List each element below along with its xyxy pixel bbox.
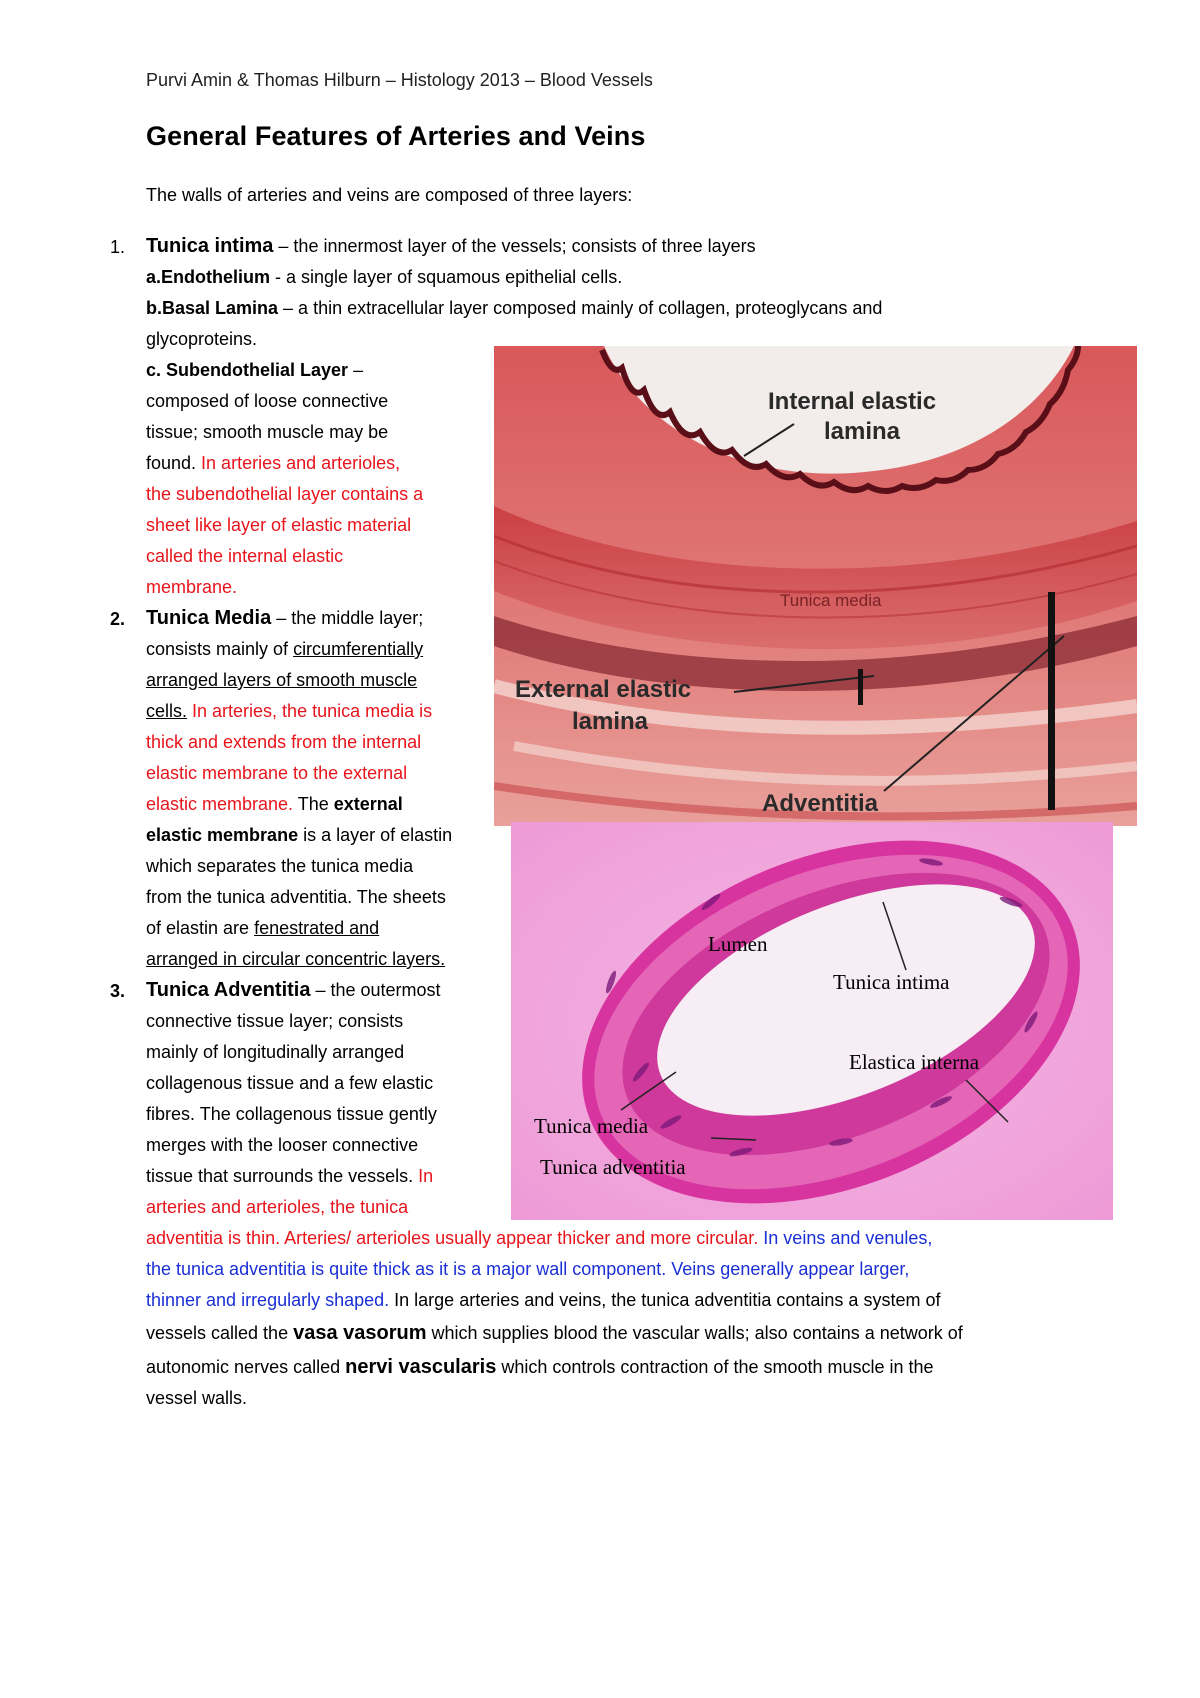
item2-l4b: In arteries, the tunica media is — [187, 701, 433, 721]
item3-line6: merges with the looser connective — [146, 1135, 419, 1155]
item2-line2 — [146, 634, 423, 665]
item2-line3: arranged layers of smooth muscle — [146, 670, 418, 690]
label-tunica-media-fig1: Tunica media — [780, 591, 882, 610]
label-tunica-intima-fig2: Tunica intima — [833, 970, 950, 994]
item3-line11 — [146, 1285, 940, 1316]
item1-line-b — [146, 293, 882, 324]
page-header: Purvi Amin & Thomas Hilburn – Histology 2013 – Blood Vessels — [146, 70, 653, 90]
item1-line-c8: membrane. — [146, 577, 238, 597]
item3-l11b: In large arteries and veins, the tunica adventitia contains a system of — [389, 1290, 941, 1310]
term-tunica-adventitia: Tunica Adventitia — [146, 979, 311, 1001]
item2-l4a: cells. — [146, 701, 188, 721]
item2-line7 — [146, 789, 403, 820]
item2-l8a: elastic membrane — [146, 825, 299, 845]
item3-l12a: vessels called the — [146, 1323, 294, 1343]
item1-c-rest: – — [348, 360, 364, 380]
item1-c4a: found. — [146, 453, 202, 473]
item1-line1 — [146, 231, 756, 262]
item2-l11b: fenestrated and — [254, 918, 380, 938]
item2-l7a: elastic membrane. — [146, 794, 294, 814]
list-number-1: 1. — [110, 237, 126, 257]
item1-line-c2: composed of loose connective — [146, 391, 389, 411]
item3-line14: vessel walls. — [146, 1388, 248, 1408]
item1-line-c5: the subendothelial layer contains a — [146, 484, 424, 504]
item1-line-c3: tissue; smooth muscle may be — [146, 422, 389, 442]
item1-rest: – the innermost layer of the vessels; consists of three layers — [273, 236, 756, 256]
item3-line13 — [146, 1352, 934, 1383]
item1-c4b: In arteries and arterioles, — [201, 453, 401, 473]
item2-l2a: consists mainly of — [146, 639, 294, 659]
item2-line8 — [146, 820, 452, 851]
item3-l13c: which controls contraction of the smooth muscle in the — [496, 1357, 934, 1377]
label-tunica-media-fig2: Tunica media — [534, 1114, 649, 1138]
item2-line6: elastic membrane to the external — [146, 763, 408, 783]
item2-l7c: external — [333, 794, 403, 814]
item3-line3: mainly of longitudinally arranged — [146, 1042, 405, 1062]
item3-rest: – the outermost — [310, 980, 441, 1000]
item3-line12 — [146, 1318, 963, 1349]
item3-line2: connective tissue layer; consists — [146, 1011, 404, 1031]
label-external-elastic-1: External elastic — [515, 676, 692, 703]
item1-line-c7: called the internal elastic — [146, 546, 344, 566]
artery-micrograph — [494, 346, 1137, 826]
item3-line10: the tunica adventitia is quite thick as it is a major wall component. Veins generally appear larger, — [146, 1259, 910, 1279]
item2-l11a: of elastin are — [146, 918, 255, 938]
item1-line-c — [146, 355, 363, 386]
item1-line-c6: sheet like layer of elastic material — [146, 515, 412, 535]
term-endothelium: a.Endothelium — [146, 267, 271, 287]
item1-a-rest: - a single layer of squamous epithelial cells. — [270, 267, 623, 287]
label-lumen: Lumen — [708, 932, 768, 956]
vessel-micrograph — [511, 822, 1113, 1220]
item2-l7b: The — [293, 794, 334, 814]
item3-l9a: adventitia is thin. Arteries/ arterioles usually appear thicker and more circular. — [146, 1228, 759, 1248]
item2-line11 — [146, 913, 379, 944]
item3-line5: fibres. The collagenous tissue gently — [146, 1104, 437, 1124]
label-adventitia-fig1: Adventitia — [762, 790, 879, 817]
item2-line1 — [146, 603, 423, 634]
item2-line10: from the tunica adventitia. The sheets — [146, 887, 446, 907]
item1-line-a — [146, 262, 622, 293]
label-internal-elastic-1: Internal elastic — [768, 388, 937, 415]
item3-line7 — [146, 1161, 433, 1192]
label-elastica-interna: Elastica interna — [849, 1050, 980, 1074]
term-nervi-vascularis: nervi vascularis — [345, 1356, 497, 1378]
item1-line-b-cont: glycoproteins. — [146, 329, 258, 349]
item3-l7a: tissue that surrounds the vessels. — [146, 1166, 419, 1186]
item1-b-rest: – a thin extracellular layer composed mainly of collagen, proteoglycans and — [278, 298, 883, 318]
item3-l9b: In veins and venules, — [758, 1228, 933, 1248]
term-subendothelial: c. Subendothelial Layer — [146, 360, 349, 380]
intro-text: The walls of arteries and veins are composed of three layers: — [146, 185, 633, 205]
term-basal-lamina: b.Basal Lamina — [146, 298, 279, 318]
label-tunica-adventitia-fig2: Tunica adventitia — [540, 1155, 686, 1179]
item2-rest: – the middle layer; — [271, 608, 424, 628]
label-external-elastic-2: lamina — [572, 708, 649, 735]
term-tunica-intima: Tunica intima — [146, 235, 274, 257]
item3-l7b: In — [418, 1166, 434, 1186]
item3-line4: collagenous tissue and a few elastic — [146, 1073, 434, 1093]
item2-line9: which separates the tunica media — [146, 856, 414, 876]
item3-line1 — [146, 975, 441, 1006]
list-number-3: 3. — [110, 981, 126, 1001]
item2-l2b: circumferentially — [293, 639, 424, 659]
item2-l8b: is a layer of elastin — [298, 825, 453, 845]
item3-line8: arteries and arterioles, the tunica — [146, 1197, 409, 1217]
artery-micrograph-image — [494, 346, 1137, 826]
item2-line5: thick and extends from the internal — [146, 732, 422, 752]
item3-l11a: thinner and irregularly shaped. — [146, 1290, 390, 1310]
item1-line-c4 — [146, 448, 400, 479]
item3-l13a: autonomic nerves called — [146, 1357, 346, 1377]
label-internal-elastic-2: lamina — [824, 418, 901, 445]
item3-l12c: which supplies blood the vascular walls; also contains a network of — [426, 1323, 963, 1343]
item2-line12: arranged in circular concentric layers. — [146, 949, 446, 969]
item2-line4 — [146, 696, 432, 727]
page-title: General Features of Arteries and Veins — [146, 121, 646, 151]
list-number-2: 2. — [110, 609, 126, 629]
term-tunica-media: Tunica Media — [146, 607, 272, 629]
item3-line9 — [146, 1223, 932, 1254]
term-vasa-vasorum: vasa vasorum — [293, 1322, 427, 1344]
